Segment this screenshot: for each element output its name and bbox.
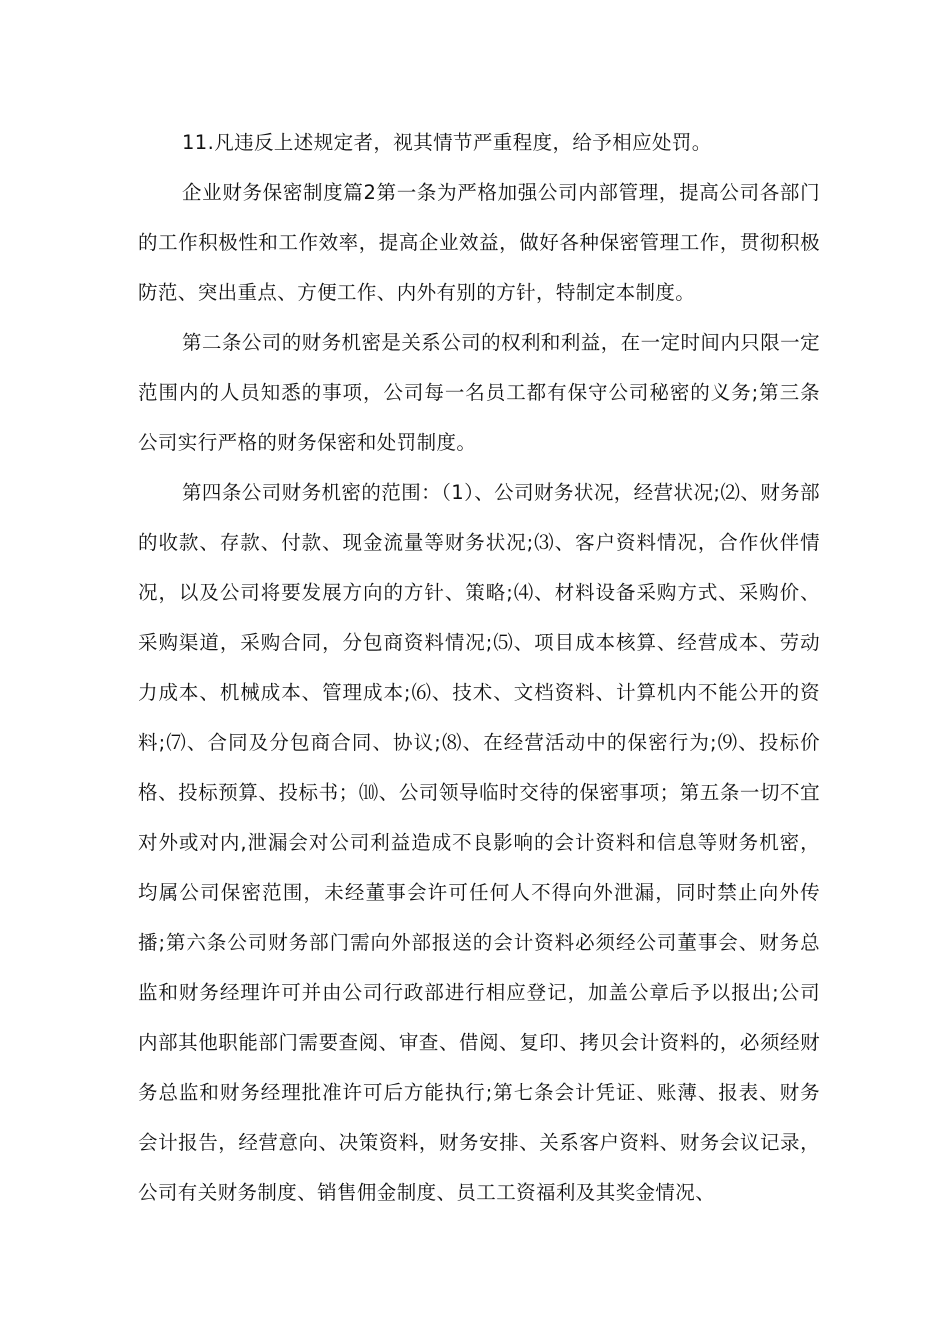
paragraph-3: 第二条公司的财务机密是关系公司的权利和利益，在一定时间内只限一定范围内的人员知悉的事项，公司每一名员工都有保守公司秘密的义务;第三条公司实行严格的财务保密和处罚制度。 [138,331,820,454]
paragraph-4: 第四条公司财务机密的范围：（1）、公司财务状况，经营状况;⑵、财务部的收款、存款、付款、现金流量等财务状况;⑶、客户资料情况，合作伙伴情况，以及公司将要发展方向的方针、策略;⑷、材料设备采购方式、采购价、采购渠道，采购合同，分包商资料情况;⑸、项目成本核算、经营成本、劳动力成本、机械成本、管理成本;⑹、技术、文档资料、计算机内不能公开的资料;⑺、合同及分包商合同、协议;⑻、在经营活动中的保密行为;⑼、投标价格、投标预算、投标书；⑽、公司领导临时交待的保密事项；第五条一切不宜对外或对内,泄漏会对公司利益造成不良影响的会计资料和信息等财务机密，均属公司保密范围，未经董事会许可任何人不得向外泄漏，同时禁止向外传播;第六条公司财务部门需向外部报送的会计资料必须经公司董事会、财务总监和财务经理许可并由公司行政部进行相应登记，加盖公章后予以报出;公司内部其他职能部门需要查阅、审查、借阅、复印、拷贝会计资料的，必须经财务总监和财务经理批准许可后方能执行;第七条会计凭证、账薄、报表、财务会计报告，经营意向、决策资料，财务安排、关系客户资料、财务会议记录，公司有关财务制度、销售佣金制度、员工工资福利及其奖金情况、 [138,481,820,1204]
document-body [138,118,820,1218]
paragraph-1: 11.凡违反上述规定者，视其情节严重程度，给予相应处罚。 [182,131,712,154]
paragraph-2: 企业财务保密制度篇2第一条为严格加强公司内部管理，提高公司各部门的工作积极性和工作效率，提高企业效益，做好各种保密管理工作，贯彻积极防范、突出重点、方便工作、内外有别的方针，特制定本制度。 [138,181,820,304]
